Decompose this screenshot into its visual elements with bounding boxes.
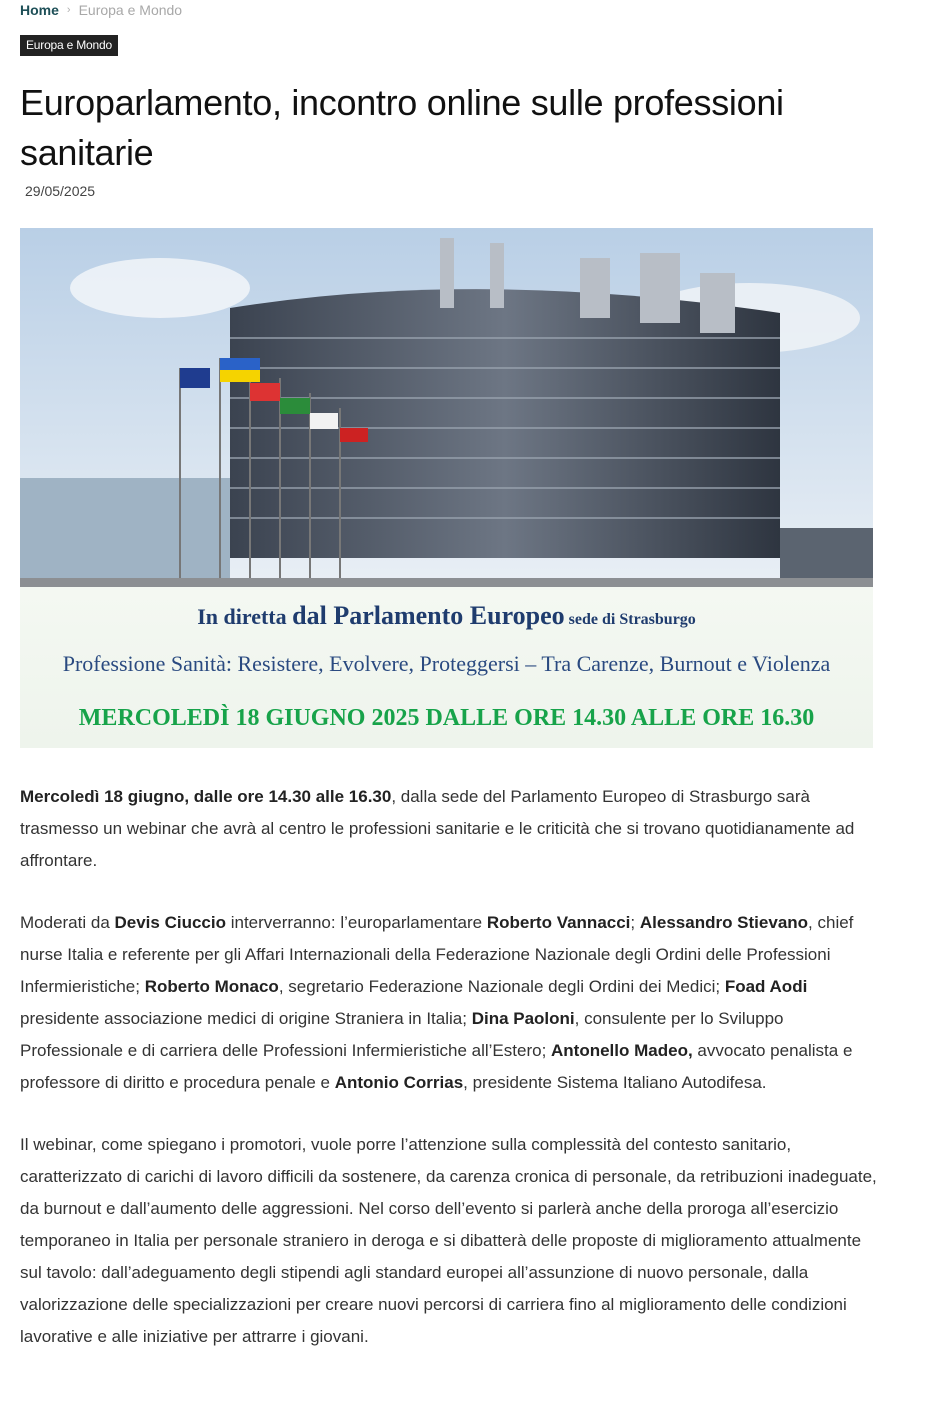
article-paragraph-1 [20,781,880,877]
speaker-name: Roberto Vannacci [486,913,631,932]
breadcrumb-current-link[interactable]: Europa e Mondo [78,2,183,18]
speaker-name: Devis Ciuccio [114,913,226,932]
event-banner [20,587,873,748]
featured-image [20,228,873,748]
banner-seat: sede di Strasburgo [564,611,696,628]
speaker-name: Dina Paoloni [471,1009,575,1028]
banner-live-line [20,601,873,631]
breadcrumb-home-link[interactable]: Home [20,2,59,18]
speaker-name: Roberto Monaco [144,977,279,996]
text-span: avvocato penalista e professore di diritto e procedura penale e [20,1041,853,1092]
breadcrumb [20,2,182,18]
text-span: Moderati da [20,913,115,932]
article-title: Europarlamento, incontro online sulle professioni sanitarie [20,82,784,173]
text-span: interverranno: l’europarlamentare [226,913,487,932]
speaker-name: Alessandro Stievano [639,913,809,932]
banner-date-time: MERCOLEDÌ 18 GIUGNO 2025 DALLE ORE 14.30 ALLE ORE 16.30 [78,705,815,731]
banner-parliament-name: dal Parlamento Europeo [292,601,565,630]
speaker-name: Antonio Corrias [334,1073,464,1092]
parliament-photo [20,228,873,587]
text-span: , consulente per lo Sviluppo Professionale e di carriera delle Professioni Infermieristiche all’Estero; [20,1009,784,1060]
article-date: 29/05/2025 [25,183,96,199]
banner-live-prefix: In diretta [197,604,293,629]
text-span: , chief nurse Italia e referente per gli Affari Internazionali della Federazione Nazionale degli Ordini delle Professioni Infermieristiche; [20,913,854,996]
text-span: , segretario Federazione Nazionale degli Ordini dei Medici; [278,977,725,996]
article-paragraph-3: Il webinar, come spiegano i promotori, vuole porre l’attenzione sulla complessità del contesto sanitario, caratterizzato di carichi di lavoro difficili da sostenere, da carenza cronica di personale, da retribuzioni inadeguate, da burnout e dall’aumento delle aggressioni. Nel corso dell’evento si parlerà anche della proroga all’esercizio temporaneo in Italia per personale straniero in deroga e si dibatterà delle proposte di miglioramento attualmente sul tavolo: dall’adeguamento degli stipendi agli standard europei all’assunzione di nuovo personale, dalla valorizzazione delle specializzazioni per creare nuovi percorsi di carriera fino al miglioramento delle condizioni lavorative e alle iniziative per attrarre i giovani. [20,1135,877,1346]
article-paragraph-2 [20,907,880,1099]
paragraph-1-text: , dalla sede del Parlamento Europeo di Strasburgo sarà trasmesso un webinar che avrà al centro le professioni sanitarie e le criticità che si trovano quotidianamente ad affrontare. [20,787,855,870]
speaker-name: Foad Aodi [724,977,808,996]
text-span: ; [630,913,640,932]
text-span: , presidente Sistema Italiano Autodifesa. [463,1073,767,1092]
speaker-name: Antonello Madeo, [551,1041,693,1060]
article-body [20,781,880,1383]
category-badge[interactable]: Europa e Mondo [20,35,118,56]
banner-subtitle: Professione Sanità: Resistere, Evolvere, Proteggersi – Tra Carenze, Burnout e Violenza [62,651,831,676]
event-date-bold: Mercoledì 18 giugno, dalle ore 14.30 alle 16.30 [20,787,392,806]
breadcrumb-separator-icon: › [66,4,71,16]
text-span: presidente associazione medici di origine Straniera in Italia; [20,1009,472,1028]
